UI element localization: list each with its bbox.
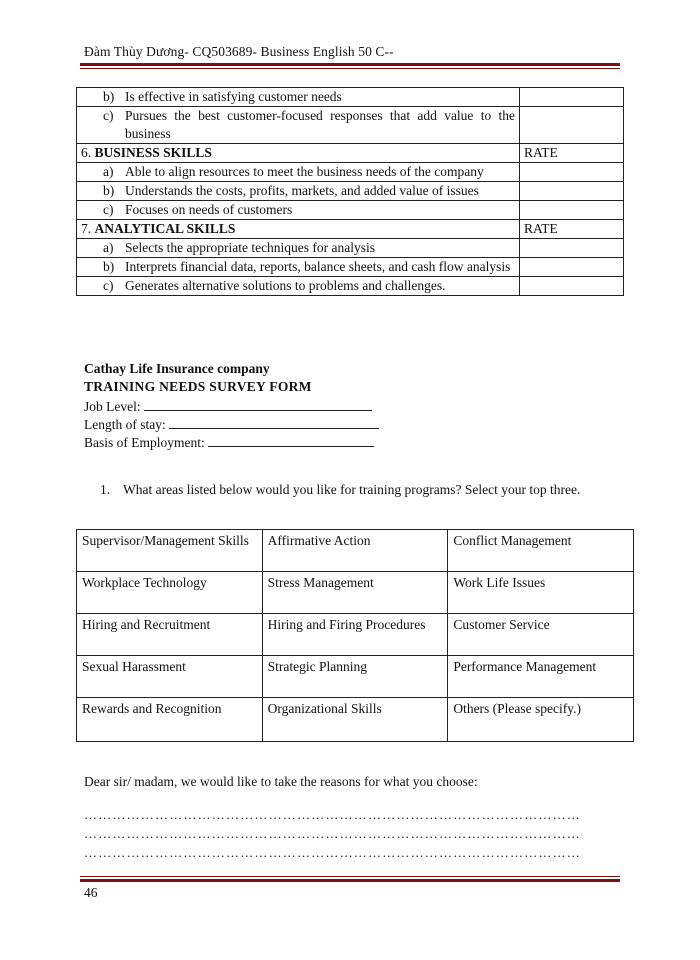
field-label: Length of stay: — [84, 417, 166, 432]
section-number: 7. — [81, 221, 92, 236]
table-row — [77, 163, 624, 182]
question-number: 1. — [100, 482, 111, 497]
item-text: Interprets financial data, reports, balance sheets, and cash flow analysis — [125, 259, 511, 274]
field-label: Job Level: — [84, 399, 141, 414]
item-text: Understands the costs, profits, markets, and added value of issues — [125, 183, 479, 198]
question-1 — [100, 481, 618, 499]
table-row — [77, 277, 624, 296]
area-option[interactable]: Hiring and Recruitment — [77, 614, 263, 656]
table-row — [77, 530, 634, 572]
footer-rule-thick — [80, 879, 620, 882]
rate-cell — [520, 88, 624, 107]
answer-line-2[interactable]: …………………………………………………………………………………………… — [84, 826, 581, 841]
rate-cell — [520, 258, 624, 277]
area-option[interactable]: Organizational Skills — [262, 698, 448, 742]
company-name: Cathay Life Insurance company — [84, 361, 270, 376]
rate-cell — [520, 163, 624, 182]
item-marker: c) — [103, 108, 114, 123]
item-marker: c) — [103, 202, 114, 217]
section-header-row — [77, 144, 624, 163]
section-header-row — [77, 220, 624, 239]
rate-cell — [520, 239, 624, 258]
table-row — [77, 239, 624, 258]
area-option[interactable]: Work Life Issues — [448, 572, 634, 614]
answer-line-1[interactable]: …………………………………………………………………………………………… — [84, 807, 581, 822]
form-title: TRAINING NEEDS SURVEY FORM — [84, 379, 312, 394]
footer-rule-thin — [80, 876, 620, 877]
table-row — [77, 572, 634, 614]
basis-of-employment-input-line[interactable] — [208, 433, 374, 447]
area-option[interactable]: Customer Service — [448, 614, 634, 656]
area-option[interactable] — [262, 614, 448, 656]
table-row — [77, 182, 624, 201]
item-text: Generates alternative solutions to problems and challenges. — [125, 278, 446, 293]
item-text: Selects the appropriate techniques for analysis — [125, 240, 376, 255]
area-option[interactable]: Sexual Harassment — [77, 656, 263, 698]
item-marker: b) — [103, 183, 115, 198]
area-option[interactable]: Workplace Technology — [77, 572, 263, 614]
rate-cell — [520, 107, 624, 144]
skills-table — [76, 87, 624, 296]
section-title: BUSINESS SKILLS — [94, 145, 212, 160]
item-text: Focuses on needs of customers — [125, 202, 293, 217]
page-header: Đàm Thùy Dương- CQ503689- Business English 50 C-- — [84, 44, 394, 59]
table-row — [77, 88, 624, 107]
rate-cell — [520, 182, 624, 201]
rate-cell — [520, 277, 624, 296]
area-option[interactable]: Supervisor/Management Skills — [77, 530, 263, 572]
area-option[interactable]: Affirmative Action — [262, 530, 448, 572]
item-marker: b) — [103, 89, 115, 104]
question-text: What areas listed below would you like for training programs? Select your top three. — [123, 482, 581, 497]
area-option[interactable]: Strategic Planning — [262, 656, 448, 698]
table-row — [77, 201, 624, 220]
field-label: Basis of Employment: — [84, 435, 205, 450]
page-number: 46 — [84, 885, 98, 900]
area-option[interactable]: Stress Management — [262, 572, 448, 614]
item-marker: a) — [103, 240, 114, 255]
job-level-field[interactable] — [84, 397, 372, 416]
area-option[interactable]: Rewards and Recognition — [77, 698, 263, 742]
basis-of-employment-field[interactable] — [84, 433, 374, 452]
header-rule-thin — [80, 68, 620, 69]
area-option-text: Hiring and Firing Procedures — [267, 617, 426, 632]
length-of-stay-field[interactable] — [84, 415, 379, 434]
area-option[interactable]: Others (Please specify.) — [448, 698, 634, 742]
job-level-input-line[interactable] — [144, 397, 372, 411]
answer-line-3[interactable]: …………………………………………………………………………………………… — [84, 845, 581, 860]
table-row — [77, 107, 624, 144]
item-text: Able to align resources to meet the business needs of the company — [125, 164, 484, 179]
table-row — [77, 258, 624, 277]
area-option[interactable]: Conflict Management — [448, 530, 634, 572]
rate-header: RATE — [520, 220, 624, 239]
header-rule-thick — [80, 63, 620, 66]
rate-cell — [520, 201, 624, 220]
reason-prompt: Dear sir/ madam, we would like to take the reasons for what you choose: — [84, 774, 478, 789]
item-text: Is effective in satisfying customer needs — [125, 89, 342, 104]
section-number: 6. — [81, 145, 92, 160]
area-option[interactable]: Performance Management — [448, 656, 634, 698]
table-row — [77, 656, 634, 698]
section-title: ANALYTICAL SKILLS — [94, 221, 236, 236]
training-areas-table — [76, 529, 634, 742]
item-marker: c) — [103, 278, 114, 293]
rate-header: RATE — [520, 144, 624, 163]
table-row — [77, 698, 634, 742]
table-row — [77, 614, 634, 656]
item-marker: b) — [103, 259, 115, 274]
item-text: Pursues the best customer-focused responses that add value to the business — [125, 108, 515, 141]
length-of-stay-input-line[interactable] — [169, 415, 379, 429]
item-marker: a) — [103, 164, 114, 179]
